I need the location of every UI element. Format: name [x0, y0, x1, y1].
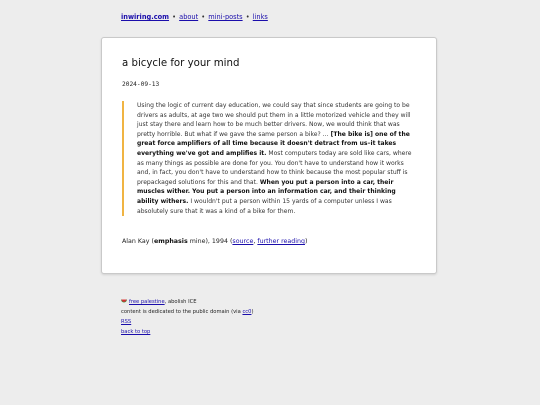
quote-text: I wouldn't put a person within 15 yards of a computer unless I was absolutely sure that it was a kind of a bike for them.	[137, 197, 392, 215]
nav-link-mini-posts[interactable]: mini-posts	[208, 13, 243, 21]
further-reading-link[interactable]: further reading	[257, 238, 305, 245]
footer-license-line	[121, 307, 253, 317]
quote-bold-text: [The bike is] one of the great force amplifiers of all time because it doesn't detract from us–it takes everything we've got and amplifies it.	[137, 130, 410, 157]
attribution-text: ,	[253, 238, 258, 245]
top-nav	[121, 13, 268, 22]
nav-separator: •	[245, 13, 250, 21]
footer-text: content is dedicated to the public domain (via	[121, 309, 243, 315]
quote-text: Using the logic of current day education, we could say that since students are going to be drivers as adults, at age two we should put them in a little motorized vehicle and they will just stay there and learn how to be much better drivers. Now, we would think that was pretty horrible. But what if we gave the same person a bike? …	[137, 102, 411, 138]
cc0-link[interactable]: cc0	[242, 309, 252, 315]
attribution-text: mine), 1994 (	[187, 238, 233, 245]
watermelon-icon	[121, 299, 127, 304]
quote-text: Most computers today are sold like cars, where as many things as possible are done for you. You don't have to understand how it works and, in fact, you don't have to understand how to think because the most popular stuff is prepackaged solutions for this and that.	[137, 149, 412, 186]
footer	[121, 297, 253, 337]
rss-link[interactable]: RSS	[121, 319, 132, 325]
footer-palestine-line	[121, 297, 253, 307]
post-date: 2024-09-13	[122, 81, 160, 88]
post-title: a bicycle for your mind	[122, 58, 240, 69]
attribution-text: )	[305, 238, 308, 245]
footer-text: )	[251, 309, 254, 315]
back-to-top-link[interactable]: back to top	[121, 329, 151, 335]
quote-attribution	[122, 238, 307, 245]
nav-link-links[interactable]: links	[252, 13, 268, 21]
nav-separator: •	[201, 13, 206, 21]
attribution-text: Alan Kay (	[122, 238, 154, 245]
source-link[interactable]: source	[232, 238, 254, 245]
site-home-link[interactable]: inwiring.com	[121, 13, 170, 21]
attribution-emphasis: emphasis	[153, 238, 188, 245]
post-card	[101, 37, 437, 274]
footer-rss-line	[121, 317, 253, 327]
footer-top-line	[121, 327, 253, 337]
nav-separator: •	[172, 13, 177, 21]
quote-bold-text: When you put a person into a car, their muscles wither. You put a person into an information car, and their thinking ability withers.	[137, 178, 396, 205]
free-palestine-link[interactable]: free palestine	[129, 299, 165, 305]
nav-link-about[interactable]: about	[179, 13, 199, 21]
footer-text: , abolish ICE	[164, 299, 197, 305]
post-quote	[122, 101, 419, 216]
